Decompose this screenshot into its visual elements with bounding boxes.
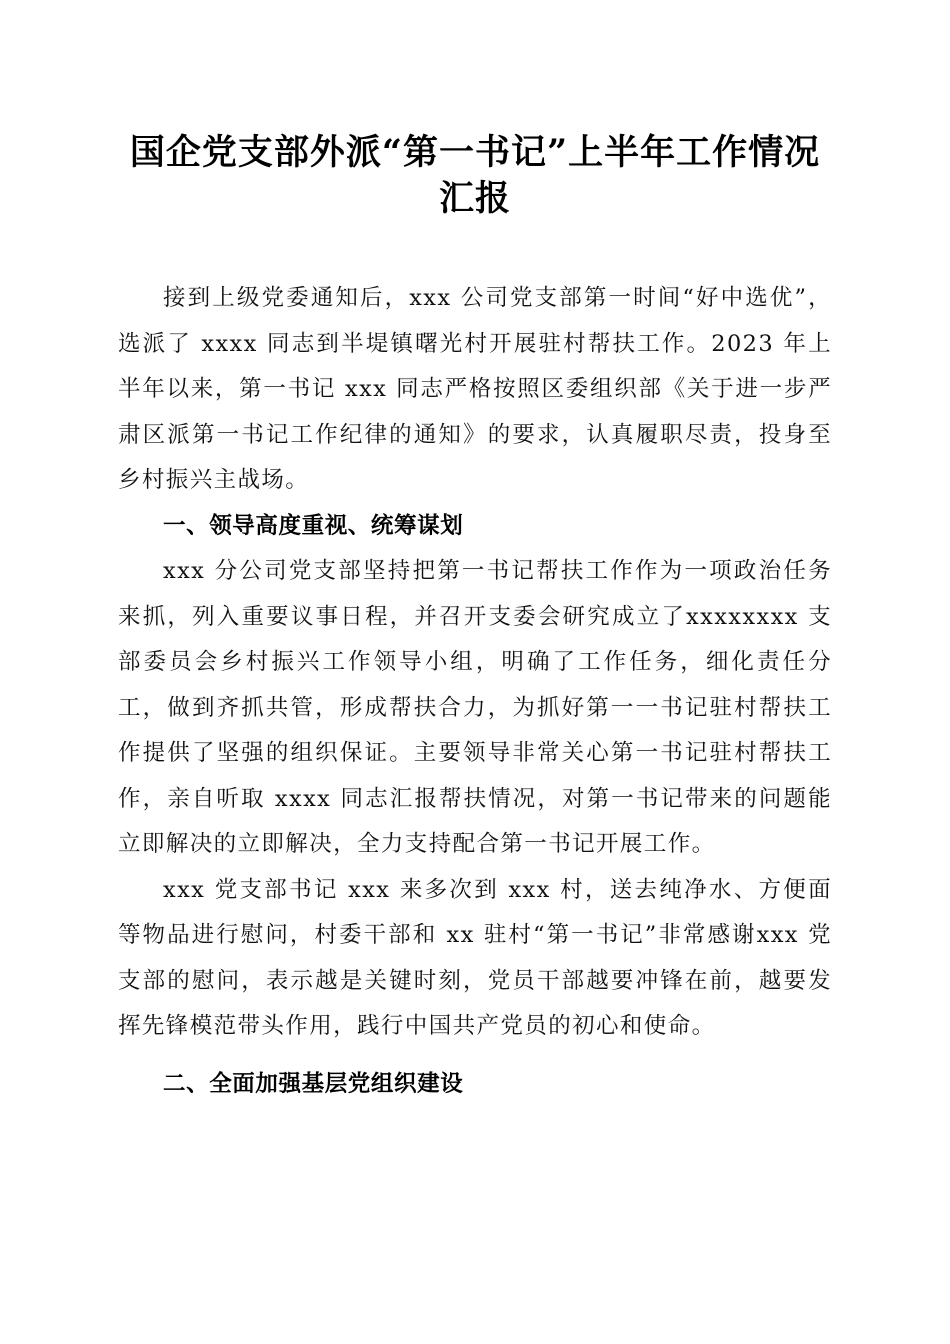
document-title bbox=[118, 130, 832, 222]
intro-paragraph: 接到上级党委通知后，xxx 公司党支部第一时间“好中选优”，选派了 xxxx 同志到半堤镇曙光村开展驻村帮扶工作。2023 年上半年以来，第一书记 xxx 同志严格按照区委组织部《关于进一步严肃区派第一书记工作纪律的通知》的要求，认真履职尽责，投身至乡村振兴主战场。 bbox=[118, 285, 832, 493]
document-body bbox=[118, 276, 832, 1107]
section-2-heading: 二、全面加强基层党组织建设 bbox=[163, 1070, 464, 1097]
section-1-paragraph-2: xxx 党支部书记 xxx 来多次到 xxx 村，送去纯净水、方便面等物品进行慰问，村委干部和 xx 驻村“第一书记”非常感谢xxx 党支部的慰问，表示越是关键时刻，党员干部越要冲锋在前，越要发挥先锋模范带头作用，践行中国共产党员的初心和使命。 bbox=[118, 876, 832, 1039]
section-1-paragraph-1: xxx 分公司党支部坚持把第一书记帮扶工作作为一项政治任务来抓，列入重要议事日程，并召开支委会研究成立了xxxxxxxx 支部委员会乡村振兴工作领导小组，明确了工作任务，细化责任分工，做到齐抓共管，形成帮扶合力，为抓好第一一书记驻村帮扶工作提供了坚强的组织保证。主要领导非常关心第一书记驻村帮扶工作，亲自听取 xxxx 同志汇报帮扶情况，对第一书记带来的问题能立即解决的立即解决，全力支持配合第一书记开展工作。 bbox=[118, 558, 832, 857]
section-1-heading: 一、领导高度重视、统筹谋划 bbox=[163, 512, 464, 539]
title-line-2: 汇报 bbox=[438, 178, 511, 219]
title-line-1: 国企党支部外派“第一书记”上半年工作情况 bbox=[129, 132, 821, 173]
document-page bbox=[118, 130, 832, 1107]
